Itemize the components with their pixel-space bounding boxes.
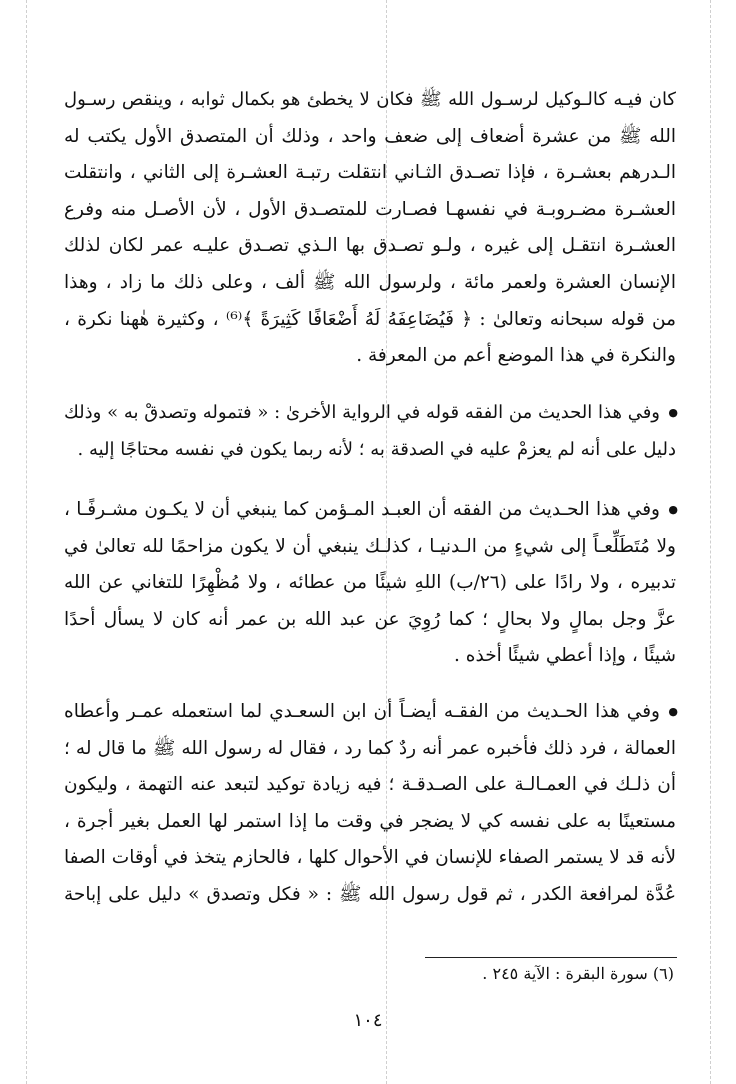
text-line: تدبيره ، ولا رادًا على (٢٦/ب) اللهِ شيئًا من عطائه ، ولا مُظْهِرًا للتغاني عن الله [64,572,676,594]
paragraph-4 [64,694,676,914]
text-line: دليل على أنه لم يعزمْ عليه في الصدقة به ؛ لأنه ربما يكون في نفسه محتاجًا إليه . [77,438,676,460]
text-line: الإنسان العشرة ولعمر مائة ، ولرسول الله ﷺ ألف ، وعلى ذلك ما زاد ، وهذا [64,271,676,293]
scan-guide-line [26,0,27,1084]
text-line: الله ﷺ من عشرة أضعاف إلى ضعف واحد ، وذلك أن المتصدق الأول يكتب له [64,125,676,147]
text-line: لأنه قد لا يستمر الصفاء للإنسان في الأحوال كلها ، فالحازم يتخذ في أوقات الصفا [64,847,676,869]
text-line: الـدرهم بعشـرة ، فإذا تصـدق الثـاني انتقلت رتبـة العشـرة إلى الثاني ، وانتقلت [64,162,676,184]
text-line: كان فيـه كالـوكيل لرسـول الله ﷺ فكان لا يخطئ هو بكمال ثوابه ، وينقص رسـول [64,89,676,110]
text-line: مستعينًا به على نفسه كي لا يضجر في وقت ما إذا استمر لها العمل بغير أجرة ، [64,810,676,832]
text-line: وفي هذا الحـديث من الفقـه أيضـاً أن ابن السعـدي لما استعمله عمـر وأعطاه [64,701,660,722]
text-line: عزَّ وجل بمالٍ ولا بحالٍ ؛ كما رُوِيَ عن عبد الله بن عمر أنه كان لا يسأل أحدًا [64,608,676,630]
text-line: ولا مُتَطَلِّعـاً إلى شيءٍ من الـدنيـا ، كذلـك ينبغي أن لا يكون مزاحمًا لله تعالىٰ في [64,535,676,557]
text-line: شيئًا ، وإذا أعطي شيئًا أخذه . [454,645,676,667]
text-line: العشـرة مضـروبـة في نفسهـا فصـارت للمتصـدق الأول ، لأن الأصـل منه وفرع [64,198,676,220]
text-line: من قوله سبحانه وتعالىٰ : ﴿ فَيُضَاعِفَهُ لَهُ أَضْعَافًا كَثِيرَةً ﴾⁽⁶⁾ ، وكثيرة هٰهنا نكرة ، [64,308,676,330]
bullet-icon: ● [668,406,678,419]
footnote-divider [425,957,677,958]
text-line: العشـرة انتقـل إلى غيره ، ولـو تصـدق بها الـذي تصـدق عليـه عمر لكان لذلك [64,235,676,257]
text-line: العمالة ، فرد ذلك فأخبره عمر أنه ردٌ كما رد ، فقال له رسول الله ﷺ ما قال له ؛ [64,737,676,759]
scan-guide-line [710,0,711,1084]
paragraph-2 [64,395,676,468]
text-line: وفي هذا الحـديث من الفقه أن العبـد المـؤمن كما ينبغي أن لا يكـون مشـرفًـا ، [64,499,660,520]
paragraph-3 [64,492,676,675]
paragraph-1 [64,82,676,375]
text-line: أن ذلـك في العمـالـة على الصـدقـة ؛ فيه زيادة توكيد لتبعد عنه التهمة ، وليكون [64,774,676,796]
footnote: (٦) سورة البقرة : الآية ٢٤٥ . [482,964,674,983]
text-line: عُدَّة لمرافعة الكدر ، ثم قول رسول الله ﷺ : « فكل وتصدق » دليل على إباحة [64,883,676,905]
page-number: ١٠٤ [353,1010,383,1031]
text-line: وفي هذا الحديث من الفقه قوله في الرواية الأخرىٰ : « فتموله وتصدقْ به » وذلك [64,402,660,423]
bullet-icon: ● [668,705,678,718]
bullet-icon: ● [668,503,678,516]
text-line: والنكرة في هذا الموضع أعم من المعرفة . [356,345,676,367]
